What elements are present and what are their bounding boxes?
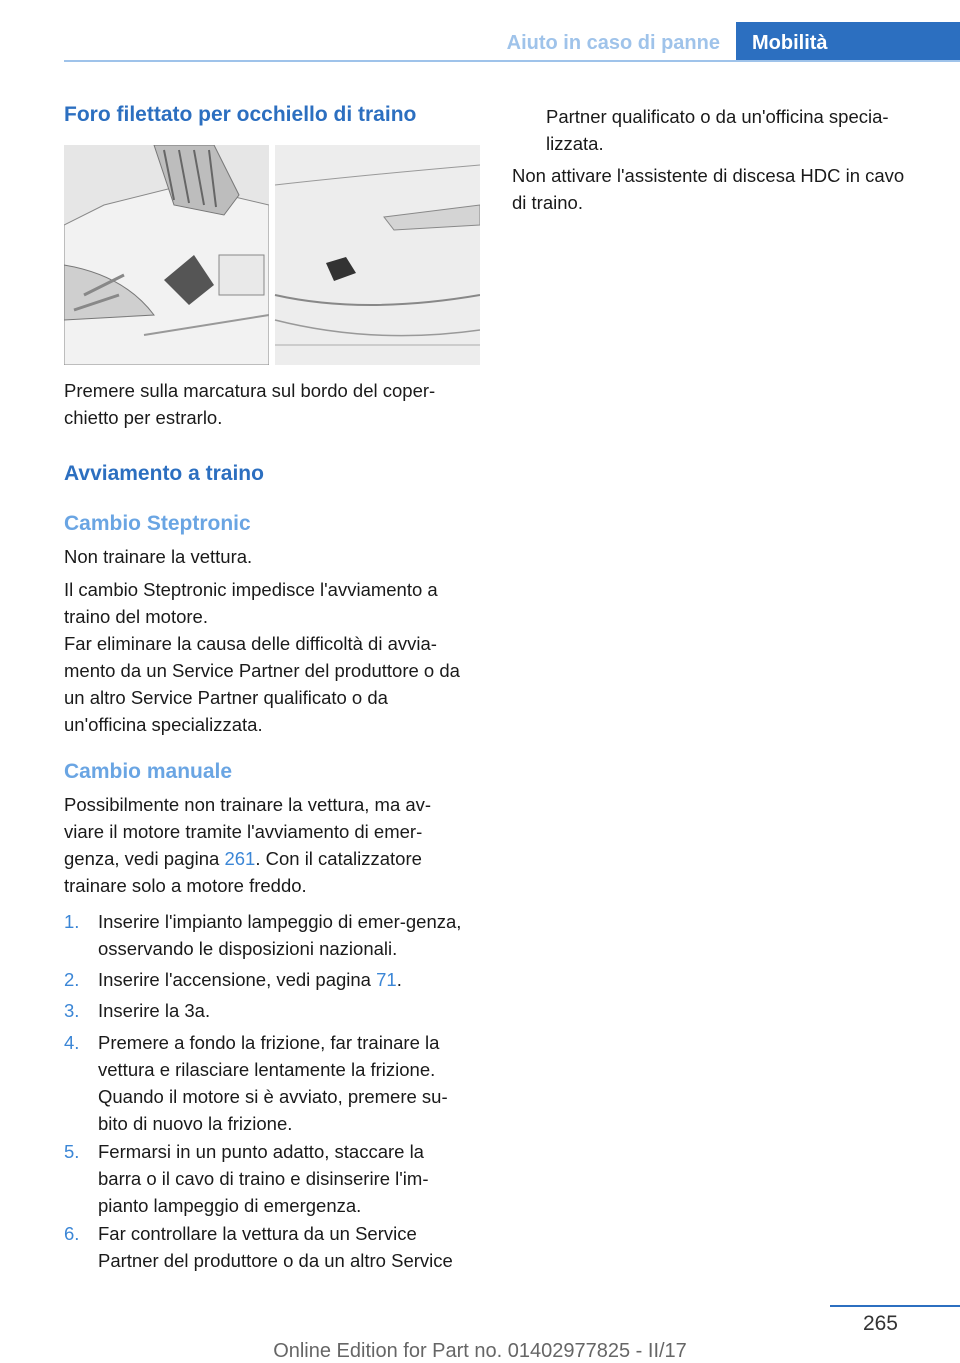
header-chapter-tab: Mobilità bbox=[736, 22, 960, 62]
paragraph-steptronic-prevents: Il cambio Steptronic impedisce l'avviamento a traino del motore. bbox=[64, 579, 438, 627]
manual-text-start: Possibilmente non trainare la vettura, ma av-viare il motore tramite l'avviamento di emer-genza, vedi pagina bbox=[64, 794, 432, 869]
page-link-261[interactable]: 261 bbox=[224, 848, 256, 869]
bumper-drawing bbox=[64, 145, 480, 365]
paragraph-manual bbox=[64, 791, 469, 899]
step-number: 6. bbox=[64, 1223, 80, 1244]
step2-text-end: . bbox=[396, 969, 402, 990]
footer-rule bbox=[830, 1305, 960, 1307]
caption-text: Premere sulla marcatura sul bordo del coper-chietto per estrarlo. bbox=[64, 380, 436, 428]
paragraph-no-tow: Non trainare la vettura. bbox=[64, 546, 253, 567]
subheading-manual: Cambio manuale bbox=[64, 760, 233, 783]
right-note-hdc: Non attivare l'assistente di discesa HDC in cavo di traino. bbox=[512, 165, 905, 213]
step-text: Inserire la 3a. bbox=[98, 1000, 211, 1021]
step-text bbox=[98, 966, 482, 993]
paragraph-eliminate-cause: Far eliminare la causa delle difficoltà di avvia-mento da un Service Partner del produttore o da un altro Service Partner qualificato o da un'officina specializzata. bbox=[64, 633, 460, 735]
section-title-tow-eye: Foro filettato per occhiello di traino bbox=[64, 103, 417, 126]
header-rule bbox=[64, 60, 960, 62]
step2-text-start: Inserire l'accensione, vedi pagina bbox=[98, 969, 371, 990]
page-link-71[interactable]: 71 bbox=[376, 969, 397, 990]
manual-text-end: . Con il catalizzatore trainare solo a motore freddo. bbox=[64, 848, 422, 896]
page-number: 265 bbox=[862, 1312, 898, 1335]
step-text: Inserire l'impianto lampeggio di emer-genza, osservando le disposizioni nazionali. bbox=[98, 911, 462, 959]
heading-tow-start: Avviamento a traino bbox=[64, 462, 264, 485]
step-text: Far controllare la vettura da un Service Partner del produttore o da un altro Service bbox=[98, 1223, 453, 1271]
step-text: Fermarsi in un punto adatto, staccare la barra o il cavo di traino e disinserire l'im-pianto lampeggio di emergenza. bbox=[98, 1141, 429, 1216]
step-number: 4. bbox=[64, 1032, 80, 1053]
step-text: Premere a fondo la frizione, far trainare la vettura e rilasciare lentamente la frizione. Quando il motore si è avviato, premere su-bito di nuovo la frizione. bbox=[98, 1032, 448, 1134]
step-number: 2. bbox=[64, 969, 80, 990]
right-continuation: Partner qualificato o da un'officina specia-lizzata. bbox=[546, 106, 889, 154]
step-number: 1. bbox=[64, 911, 80, 932]
header-section-title: Aiuto in caso di panne bbox=[506, 32, 720, 54]
bumper-illustration bbox=[64, 145, 480, 365]
step-number: 5. bbox=[64, 1141, 80, 1162]
footer-edition: Online Edition for Part no. 01402977825 - II/17 bbox=[273, 1340, 687, 1362]
step-number: 3. bbox=[64, 1000, 80, 1021]
subheading-steptronic: Cambio Steptronic bbox=[64, 512, 251, 535]
